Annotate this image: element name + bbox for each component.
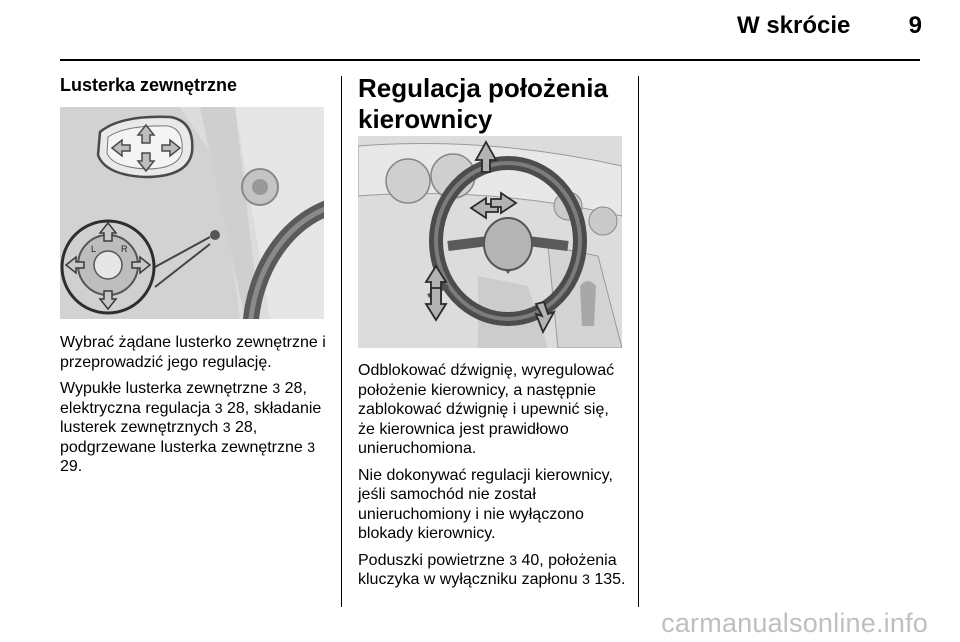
section-heading-mirrors: Lusterka zewnętrzne: [60, 75, 238, 95]
column-divider-right: [638, 76, 639, 607]
mirrors-paragraph-2: [60, 379, 330, 477]
steering-illustration-svg: [358, 136, 622, 348]
page-ref-icon: 3: [307, 438, 316, 455]
mirror-illustration-svg: [60, 107, 324, 319]
mirror-illustration: [60, 107, 324, 319]
text-run: , elektryczna regulacja: [60, 380, 307, 417]
header-rule: [60, 59, 920, 61]
text-run: .: [621, 571, 626, 588]
column-divider-left: [341, 76, 342, 607]
watermark: carmanualsonline.info: [661, 608, 928, 638]
text-run: , podgrzewane lusterka zewnętrzne: [60, 419, 308, 456]
page-ref-link[interactable]: 135: [594, 571, 622, 588]
page-ref-link[interactable]: 29: [60, 458, 78, 475]
page-ref-icon: 3: [214, 399, 223, 416]
text-run: Poduszki powietrzne: [358, 551, 510, 569]
page-number: 9: [908, 12, 922, 39]
text-run: , składanie lusterek zewnętrznych: [60, 399, 322, 436]
mirrors-text: [60, 333, 330, 484]
page-ref-icon: 3: [272, 380, 281, 396]
page-ref-link[interactable]: 28: [227, 399, 245, 417]
section-heading-steering: Regulacja położenia kierownicy: [358, 73, 608, 134]
text-run: Wypukłe lusterka zewnętrzne: [60, 380, 273, 397]
page-ref-link[interactable]: 40: [521, 551, 540, 569]
page-ref-link[interactable]: 28: [284, 380, 303, 397]
switch-label-left: L: [91, 244, 97, 254]
steering-paragraph-2: Nie dokonywać regulacji kierownicy, jeśli samochód nie został unieruchomiony i nie wyłączono blokady kierownicy.: [358, 466, 613, 542]
switch-label-right: R: [121, 244, 128, 254]
steering-paragraph-1: Odblokować dźwignię, wyregulować położenie kierownicy, a następnie zablokować dźwignię i upewnić się, że kierownica jest prawidłowo unieruchomiona.: [358, 362, 615, 457]
page-ref-link[interactable]: 28: [234, 419, 253, 436]
text-run: .: [77, 458, 83, 475]
page-ref-icon: 3: [582, 571, 590, 587]
steering-text: [358, 361, 628, 597]
mirrors-paragraph-1: Wybrać żądane lusterko zewnętrzne i przeprowadzić jego regulację.: [60, 334, 326, 371]
page-ref-icon: 3: [222, 419, 231, 435]
steering-paragraph-3: [358, 551, 628, 590]
text-run: , położenia kluczyka w wyłączniku zapłonu: [358, 551, 617, 588]
steering-illustration: [358, 136, 622, 348]
page-ref-icon: 3: [509, 551, 517, 568]
page-header-title: W skrócie: [737, 12, 851, 39]
